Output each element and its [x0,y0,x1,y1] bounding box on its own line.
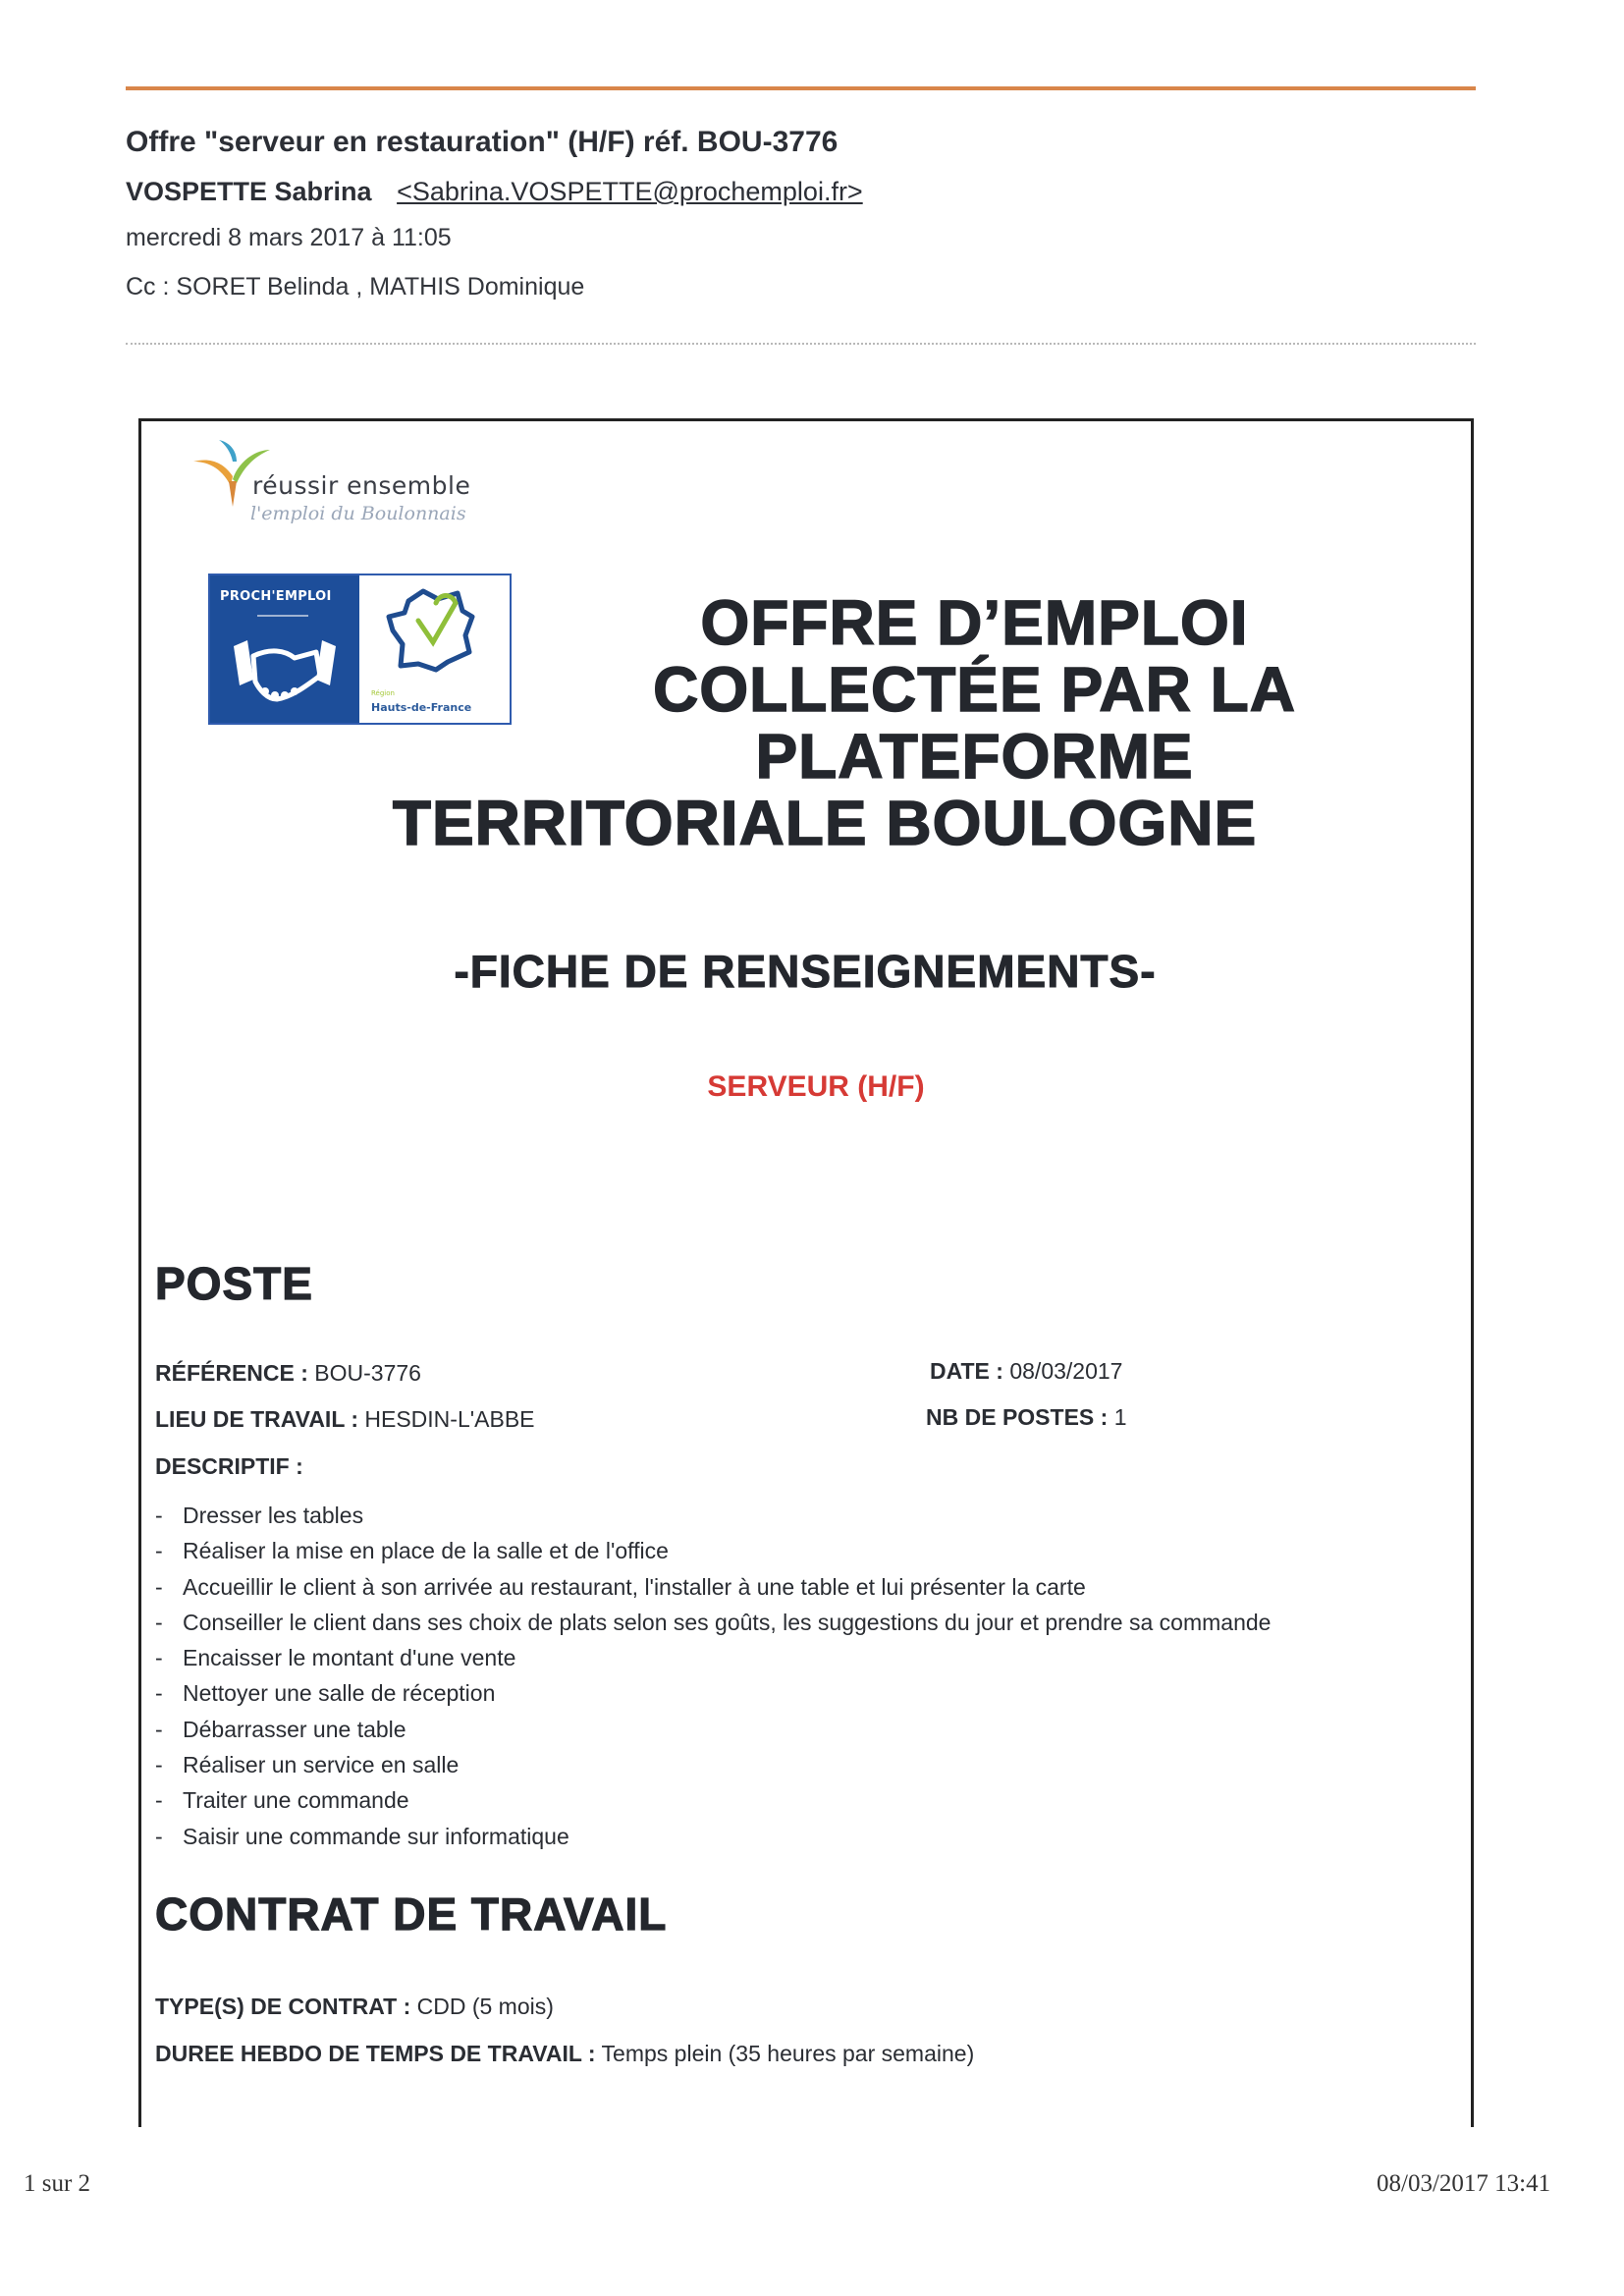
list-item: - Traiter une commande [155,1787,409,1814]
date-value: 08/03/2017 [1009,1358,1123,1384]
descriptif-list [155,1498,1271,1854]
field-date [930,1358,1122,1385]
nb-postes-value: 1 [1113,1404,1127,1430]
region-name: Hauts-de-France [371,701,472,714]
list-item: - Encaisser le montant d'une vente [155,1645,516,1671]
nb-postes-label: NB DE POSTES : [926,1404,1109,1430]
title-line: OFFRE D’EMPLOI [700,587,1249,658]
field-lieu [155,1406,535,1433]
field-duree-hebdo [155,2041,974,2067]
list-item: - Saisir une commande sur informatique [155,1823,569,1849]
title-line: TERRITORIALE BOULOGNE [392,788,1258,858]
proch-emploi-label: PROCH'EMPLOI [220,589,332,604]
field-type-contrat [155,1994,554,2020]
list-item-text: Encaisser le montant d'une vente [183,1645,516,1671]
reussir-subtitle: l'emploi du Boulonnais [250,503,466,524]
reference-value: BOU-3776 [314,1360,421,1386]
section-heading-poste: POSTE [155,1258,313,1309]
list-item: - Nettoyer une salle de réception [155,1680,496,1707]
list-item-text: Dresser les tables [183,1503,364,1528]
job-title [0,1070,1624,1104]
list-item-text: Débarrasser une table [183,1716,406,1742]
section-heading-contrat: CONTRAT DE TRAVAIL [155,1888,668,1940]
title-line: PLATEFORME [755,721,1194,792]
list-item-text: Saisir une commande sur informatique [183,1823,569,1849]
email-sender [126,177,863,207]
list-item-text: Nettoyer une salle de réception [183,1680,496,1707]
descriptif-label: DESCRIPTIF : [155,1453,303,1479]
email-date: mercredi 8 mars 2017 à 11:05 [126,224,452,251]
field-nb-postes [926,1404,1127,1431]
list-item-text: Traiter une commande [183,1787,409,1814]
type-contrat-label: TYPE(S) DE CONTRAT : [155,1994,411,2019]
fiche-subtitle: -FICHE DE RENSEIGNEMENTS- [454,946,1157,997]
field-descriptif [155,1453,303,1480]
list-item: - Dresser les tables [155,1503,364,1528]
header-rule [126,86,1476,90]
list-item-text: Accueillir le client à son arrivée au restaurant, l'installer à une table et lui présenter la carte [183,1573,1086,1600]
date-label: DATE : [930,1358,1003,1384]
lieu-value: HESDIN-L'ABBE [364,1406,535,1432]
reussir-ensemble-logo [191,432,496,530]
list-item: - Réaliser la mise en place de la salle et de l'office [155,1538,669,1564]
list-item: - Conseiller le client dans ses choix de plats selon ses goûts, les suggestions du jour et prendre sa commande [155,1609,1272,1635]
page-number: 1 sur 2 [24,2170,91,2197]
print-timestamp: 08/03/2017 13:41 [1377,2170,1551,2197]
list-item-text: Réaliser la mise en place de la salle et de l'office [183,1538,669,1564]
type-contrat-value: CDD (5 mois) [416,1994,554,2019]
list-item-text: Réaliser un service en salle [183,1752,460,1778]
sender-name: VOSPETTE Sabrina [126,177,372,206]
duree-hebdo-label: DUREE HEBDO DE TEMPS DE TRAVAIL : [155,2041,596,2066]
reussir-title: réussir ensemble [252,471,471,500]
sender-email-link[interactable]: <Sabrina.VOSPETTE@prochemploi.fr> [397,177,863,206]
header-separator [126,343,1476,345]
duree-hebdo-value: Temps plein (35 heures par semaine) [601,2041,975,2066]
reference-label: RÉFÉRENCE : [155,1360,308,1386]
list-item: - Débarrasser une table [155,1716,406,1742]
list-item: - Réaliser un service en salle [155,1752,460,1778]
job-title-text: SERVEUR (H/F) [707,1070,925,1103]
offer-main-title [295,589,1384,856]
region-label: Région [371,689,395,697]
email-cc: Cc : SORET Belinda , MATHIS Dominique [126,273,585,301]
field-reference [155,1360,421,1387]
title-line: COLLECTÉE PAR LA [653,654,1296,725]
list-item: - Accueillir le client à son arrivée au restaurant, l'installer à une table et lui présenter la carte [155,1573,1086,1600]
list-item-text: Conseiller le client dans ses choix de plats selon ses goûts, les suggestions du jour et prendre sa commande [183,1609,1272,1635]
email-subject: Offre "serveur en restauration" (H/F) réf. BOU-3776 [126,126,839,158]
lieu-label: LIEU DE TRAVAIL : [155,1406,358,1432]
